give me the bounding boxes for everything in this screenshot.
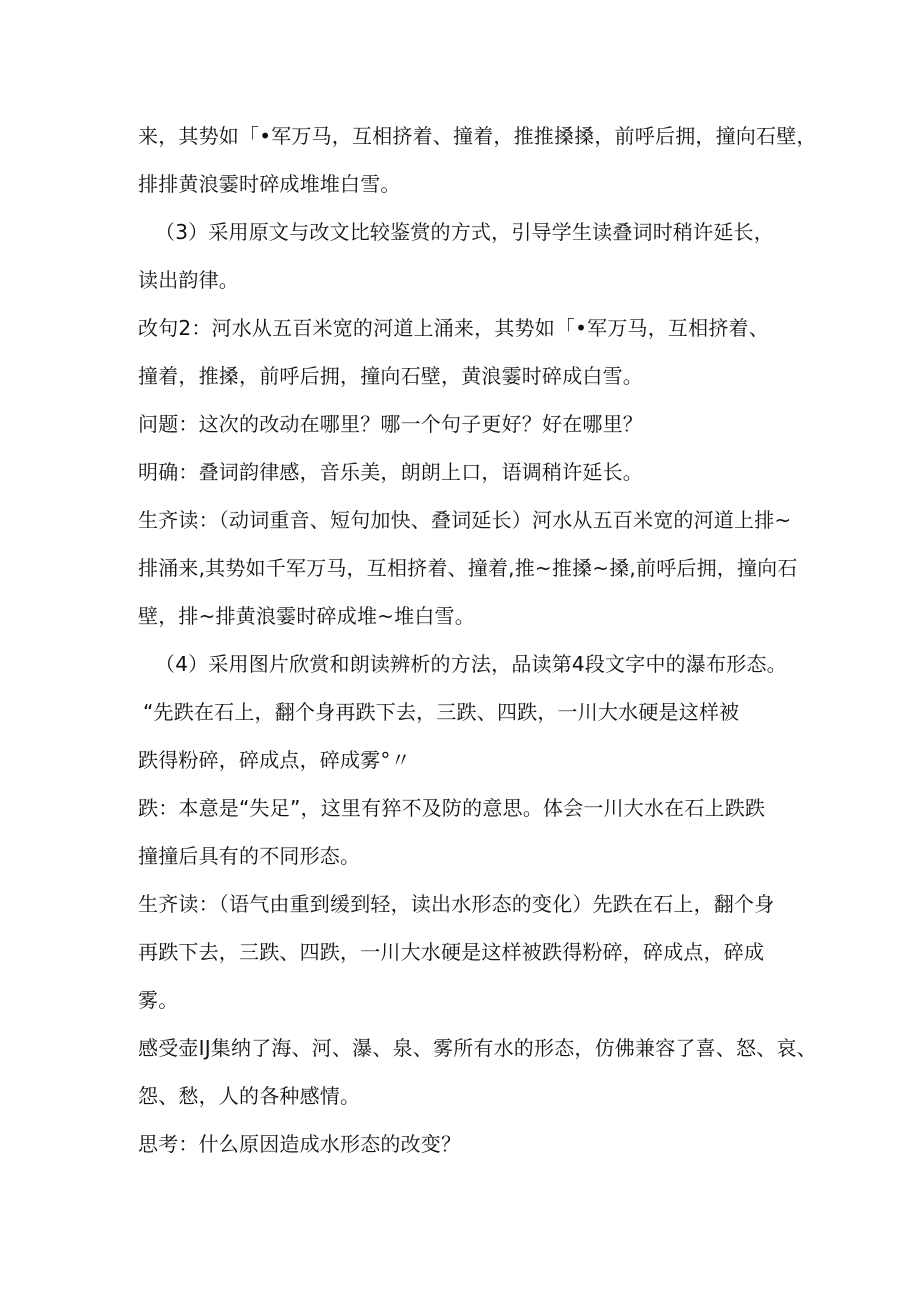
section-heading: （3）采用原文与改文比较鉴赏的方式，引导学生读叠词时稍许延长， <box>155 220 774 244</box>
text-line: 撞撞后具有的不同形态。 <box>138 844 361 868</box>
question-line: 问题：这次的改动在哪里？哪一个句子更好？好在哪里？ <box>138 412 643 436</box>
text-line: 生齐读：（语气由重到缓到轻，读出水形态的变化）先跌在石上，翻个身 <box>138 892 775 916</box>
quote-line: 跌得粉碎，碎成点，碎成雾°〃 <box>138 748 411 772</box>
text-line: 壁，排~排黄浪霎时碎成堆~堆白雪。 <box>138 604 475 628</box>
answer-line: 明确：叠词韵律感，音乐美，朗朗上口，语调稍许延长。 <box>138 460 643 484</box>
section-heading: （4）采用图片欣赏和朗读辨析的方法，品读第4段文字中的瀑布形态。 <box>155 652 787 676</box>
text-line: 跌：本意是“失足”，这里有猝不及防的意思。体会一川大水在石上跌跌 <box>138 796 766 820</box>
text-line: 怨、愁，人的各种感情。 <box>138 1084 361 1108</box>
text-line: 再跌下去，三跌、四跌，一川大水硬是这样被跌得粉碎，碎成点，碎成 <box>138 940 765 964</box>
quote-line: “先跌在石上，翻个身再跌下去，三跌、四跌，一川大水硬是这样被 <box>143 700 740 724</box>
question-line: 思考：什么原因造成水形态的改变？ <box>138 1132 462 1156</box>
text-line: 雾。 <box>138 988 179 1012</box>
text-line: 来，其势如「•军万马，互相挤着、撞着，推推搡搡，前呼后拥，撞向石壁， <box>138 124 817 148</box>
text-line: 感受壶IJ集纳了海、河、瀑、泉、雾所有水的形态，仿佛兼容了喜、怒、哀、 <box>138 1036 817 1060</box>
text-line: 排涌来,其势如千军万马，互相挤着、撞着,推~推搡~搡,前呼后拥，撞向石 <box>138 556 798 580</box>
text-line: 改句2：河水从五百米宽的河道上涌来，其势如「•军万马，互相挤着、 <box>138 316 769 340</box>
text-line: 生齐读：（动词重音、短句加快、叠词延长）河水从五百米宽的河道上排~ <box>138 508 792 532</box>
text-line: 撞着，推搡，前呼后拥，撞向石壁，黄浪霎时碎成白雪。 <box>138 364 643 388</box>
text-line: 排排黄浪霎时碎成堆堆白雪。 <box>138 172 401 196</box>
text-line: 读出韵律。 <box>138 268 239 292</box>
